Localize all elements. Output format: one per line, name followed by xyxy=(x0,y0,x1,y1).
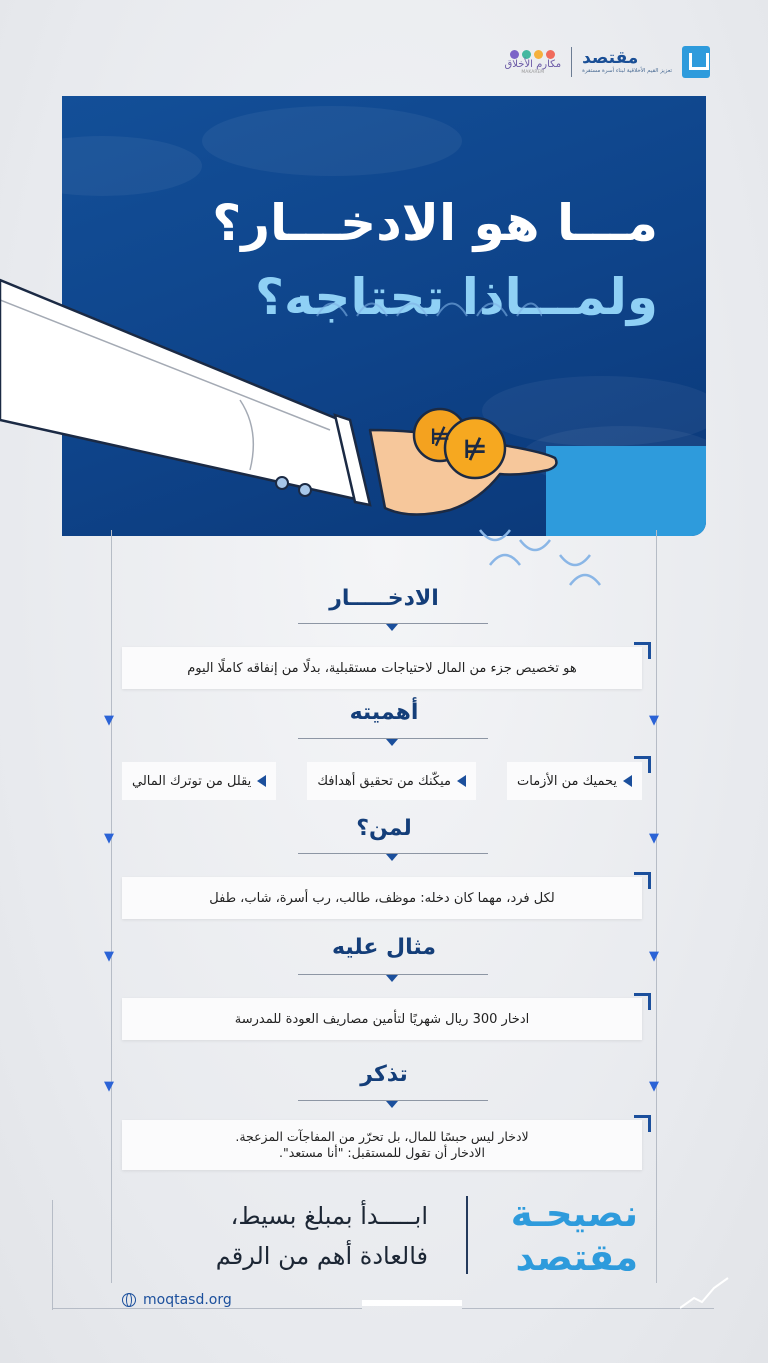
chevron-down-icon: ▼ xyxy=(104,949,114,964)
card-corner-icon xyxy=(634,1115,651,1132)
chevron-down-icon: ▼ xyxy=(649,949,659,964)
tip-label xyxy=(511,1192,638,1280)
pointer-left-icon xyxy=(457,775,466,787)
importance-item-1: يحميك من الأزمات xyxy=(517,773,617,789)
hand-with-coins-illustration xyxy=(0,270,570,530)
chevron-down-icon: ▼ xyxy=(649,831,659,846)
section-title-importance: أهميته xyxy=(349,700,419,725)
caret-down-icon xyxy=(386,624,398,631)
example-text: ادخار 300 ريال شهريًا لتأمين مصاريف العودة للمدرسة xyxy=(234,1011,530,1027)
card-corner-icon xyxy=(634,872,651,889)
remember-card xyxy=(122,1120,642,1170)
tip-divider xyxy=(466,1196,468,1274)
partner-tag: MAKAREM xyxy=(521,69,545,75)
definition-text: هو تخصيص جزء من المال لاحتياجات مستقبلية، بدلًا من إنفاقه كاملًا اليوم xyxy=(187,660,577,676)
importance-list xyxy=(122,760,642,802)
frame-line xyxy=(52,1200,53,1310)
chevron-down-icon: ▼ xyxy=(649,1079,659,1094)
card-corner-icon xyxy=(634,642,651,659)
chevron-down-icon: ▼ xyxy=(104,831,114,846)
globe-icon xyxy=(122,1293,136,1307)
definition-card xyxy=(122,647,642,689)
who-text: لكل فرد، مهما كان دخله: موظف، طالب، رب أسرة، شاب، طفل xyxy=(209,890,555,906)
chevron-down-icon: ▼ xyxy=(104,713,114,728)
partner-dots-icon xyxy=(510,50,555,59)
tip-label-line2: مقتصد xyxy=(515,1236,638,1279)
importance-item-3: يقلل من توترك المالي xyxy=(132,773,252,789)
caret-down-icon xyxy=(386,739,398,746)
who-card xyxy=(122,877,642,919)
section-title-example: مثال عليه xyxy=(332,935,436,960)
card-corner-icon xyxy=(634,993,651,1010)
pattern-decoration-icon xyxy=(470,520,620,590)
card-corner-icon xyxy=(634,756,651,773)
pointer-left-icon xyxy=(623,775,632,787)
website-url[interactable]: moqtasd.org xyxy=(143,1292,232,1308)
example-card xyxy=(122,998,642,1040)
pointer-left-icon xyxy=(257,775,266,787)
moqtasd-logo-icon xyxy=(682,46,710,78)
frame-line xyxy=(462,1308,714,1309)
chevron-down-icon: ▼ xyxy=(104,1079,114,1094)
chevron-down-icon: ▼ xyxy=(649,713,659,728)
hero-title-line2: ولمـــاذا تحتاجه؟ xyxy=(255,268,658,326)
timeline-right-line xyxy=(656,530,657,1283)
website-link[interactable] xyxy=(122,1292,232,1308)
partner-logo xyxy=(505,50,562,75)
tip-label-line1: نصيحـة xyxy=(510,1192,638,1235)
hero-title-line1: مـــا هو الادخـــار؟ xyxy=(212,194,658,252)
section-title-definition: الادخـــــار xyxy=(329,586,439,611)
frame-line xyxy=(52,1308,362,1309)
bottom-highlight-bar xyxy=(362,1300,462,1306)
remember-line1: لادخار ليس حبسًا للمال، بل تحرّر من المفاجآت المزعجة. xyxy=(235,1129,529,1144)
partner-name: مكارم الأخلاق xyxy=(504,58,562,70)
coin-symbol-icon: ⊭ xyxy=(429,425,451,450)
section-title-remember: تذكر xyxy=(360,1062,408,1087)
coin-symbol-icon: ⊭ xyxy=(463,435,487,465)
header-logos xyxy=(505,46,710,78)
tip-text xyxy=(216,1196,428,1276)
caret-down-icon xyxy=(386,975,398,982)
caret-down-icon xyxy=(386,1101,398,1108)
tip-text-line2: فالعادة أهم من الرقم xyxy=(215,1242,428,1270)
growth-line-icon xyxy=(680,1276,730,1310)
section-title-who: لمن؟ xyxy=(356,816,412,841)
brand-tagline: تعزيز القيم الأخلاقية لبناء أسرة مستقرة xyxy=(582,68,672,74)
caret-down-icon xyxy=(386,854,398,861)
timeline-left-line xyxy=(111,530,112,1283)
brand-name: مقتصد xyxy=(582,48,639,68)
list-item xyxy=(307,762,476,800)
remember-line2: الادخار أن تقول للمستقبل: "أنا مستعد". xyxy=(279,1145,485,1160)
list-item xyxy=(122,762,276,800)
logo-divider xyxy=(571,47,572,77)
list-item xyxy=(507,762,642,800)
tip-text-line1: ابـــــدأ بمبلغ بسيط، xyxy=(230,1202,428,1230)
importance-item-2: ميكّنك من تحقيق أهدافك xyxy=(317,773,451,789)
moqtasd-logo xyxy=(582,49,672,75)
